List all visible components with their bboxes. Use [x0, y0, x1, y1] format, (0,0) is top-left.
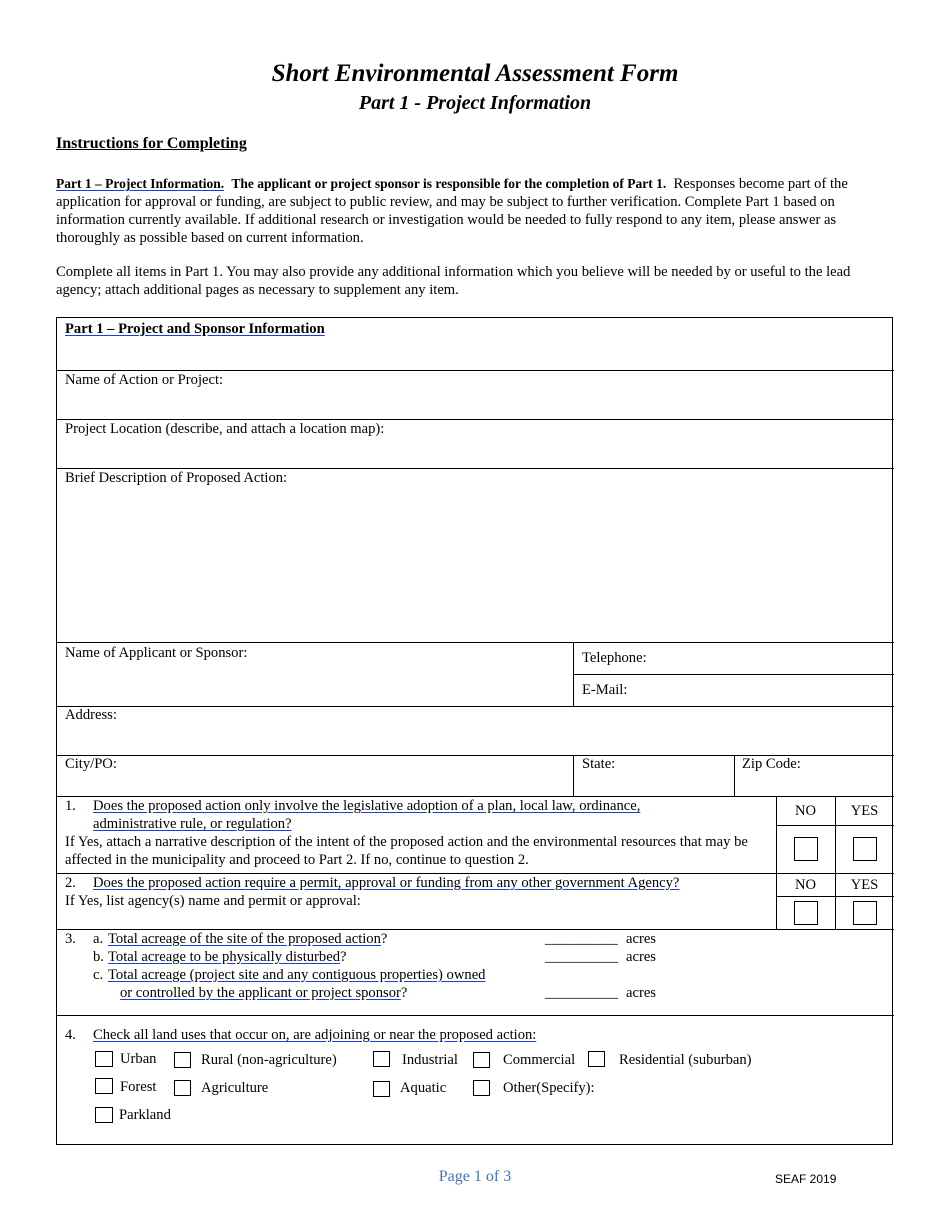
q3b-text[interactable]: Total acreage to be physically disturbed [108, 949, 340, 965]
q3-number: 3. [65, 931, 76, 947]
section-title[interactable]: Part 1 – Project and Sponsor Information [65, 321, 325, 337]
q1-note: If Yes, attach a narrative description of the intent of the proposed action and the environmental resources that may be affected in the municipality and proceed to Part 2. If no, continue to question 2. [65, 834, 748, 868]
q2-number: 2. [65, 875, 76, 891]
q1-yes-checkbox[interactable] [853, 837, 877, 861]
project-sponsor-form [56, 317, 893, 1145]
parkland-checkbox[interactable] [95, 1107, 113, 1123]
q3c-text-line1[interactable]: Total acreage (project site and any contiguous properties) owned [108, 967, 486, 983]
industrial-checkbox[interactable] [373, 1051, 390, 1067]
q3b-unit: acres [626, 949, 656, 965]
q3b-prefix: b. [93, 949, 104, 965]
responsibility-statement: The applicant or project sponsor is responsible for the completion of Part 1. [231, 176, 667, 191]
industrial-label: Industrial [402, 1052, 458, 1068]
q3b-blank[interactable]: __________ [545, 949, 618, 965]
email-label: E-Mail: [582, 682, 628, 698]
form-title: Short Environmental Assessment Form [271, 60, 679, 87]
residential-checkbox[interactable] [588, 1051, 605, 1067]
q1-no-header: NO [794, 803, 817, 819]
form-subtitle: Part 1 - Project Information [358, 92, 592, 114]
instructions-paragraph-2: Complete all items in Part 1. You may also provide any additional information which you believe will be needed by or useful to the lead agency; attach additional pages as necessary to supplement any item. [56, 264, 851, 298]
name-of-action-label: Name of Action or Project: [65, 372, 224, 388]
agriculture-checkbox[interactable] [174, 1080, 191, 1096]
q3a-unit: acres [626, 931, 656, 947]
aquatic-checkbox[interactable] [373, 1081, 390, 1097]
q3c-prefix: c. [93, 967, 104, 983]
other-checkbox[interactable] [473, 1080, 490, 1096]
state-label: State: [582, 756, 616, 772]
address-label: Address: [65, 707, 117, 723]
q2-note: If Yes, list agency(s) name and permit or approval: [65, 893, 361, 909]
q4-number: 4. [65, 1027, 76, 1043]
q3c-text-line2[interactable]: or controlled by the applicant or project sponsor [120, 985, 401, 1001]
q3b-item: Total acreage to be physically disturbed? [108, 949, 347, 965]
q2-no-checkbox[interactable] [794, 901, 818, 925]
rural-checkbox[interactable] [174, 1052, 191, 1068]
commercial-label: Commercial [503, 1052, 576, 1068]
forest-label: Forest [120, 1079, 157, 1095]
part1-link[interactable]: Part 1 – Project Information. [56, 176, 225, 191]
q1-question-line1[interactable]: Does the proposed action only involve the legislative adoption of a plan, local law, ordinance, [93, 798, 641, 814]
q3a-text[interactable]: Total acreage of the site of the proposed action [108, 931, 381, 947]
rural-label: Rural (non-agriculture) [201, 1052, 337, 1068]
q2-question[interactable]: Does the proposed action require a permit, approval or funding from any other government Agency? [93, 875, 680, 891]
q2-yes-checkbox[interactable] [853, 901, 877, 925]
parkland-label: Parkland [119, 1107, 171, 1123]
urban-label: Urban [120, 1051, 157, 1067]
commercial-checkbox[interactable] [473, 1052, 490, 1068]
q3a-item: Total acreage of the site of the proposed action? [108, 931, 388, 947]
q3a-prefix: a. [93, 931, 104, 947]
form-code: SEAF 2019 [775, 1172, 837, 1186]
q2-yes-header: YES [850, 877, 879, 893]
aquatic-label: Aquatic [400, 1080, 447, 1096]
instructions-paragraph-1 [56, 175, 896, 247]
q2-no-header: NO [794, 877, 817, 893]
q3c-blank[interactable]: __________ [545, 985, 618, 1001]
page-number: Page 1 of 3 [438, 1168, 512, 1185]
residential-label: Residential (suburban) [619, 1052, 752, 1068]
q1-no-checkbox[interactable] [794, 837, 818, 861]
telephone-label: Telephone: [582, 650, 647, 666]
instructions-text: Responses become part of the application for approval or funding, are subject to public review, and may be subject to further verification. Complete Part 1 based on information currently available. If additional research or investigation would be needed to fully respond to any item, please answer as thoroughly as possible based on current information. [56, 176, 848, 246]
zip-label: Zip Code: [742, 756, 801, 772]
city-label: City/PO: [65, 756, 117, 772]
urban-checkbox[interactable] [95, 1051, 113, 1067]
q4-question[interactable]: Check all land uses that occur on, are adjoining or near the proposed action: [93, 1027, 537, 1043]
q3a-blank[interactable]: __________ [545, 931, 618, 947]
instructions-heading: Instructions for Completing [56, 135, 247, 152]
forest-checkbox[interactable] [95, 1078, 113, 1094]
q1-question-line2[interactable]: administrative rule, or regulation? [93, 816, 292, 832]
applicant-name-label: Name of Applicant or Sponsor: [65, 645, 248, 661]
q1-number: 1. [65, 798, 76, 814]
other-label: Other(Specify): [503, 1080, 595, 1096]
q1-yes-header: YES [850, 803, 879, 819]
project-location-label: Project Location (describe, and attach a location map): [65, 421, 385, 437]
agriculture-label: Agriculture [201, 1080, 269, 1096]
q3c-unit: acres [626, 985, 656, 1001]
q3c-item-line2: or controlled by the applicant or project sponsor? [120, 985, 408, 1001]
brief-description-label: Brief Description of Proposed Action: [65, 470, 288, 486]
